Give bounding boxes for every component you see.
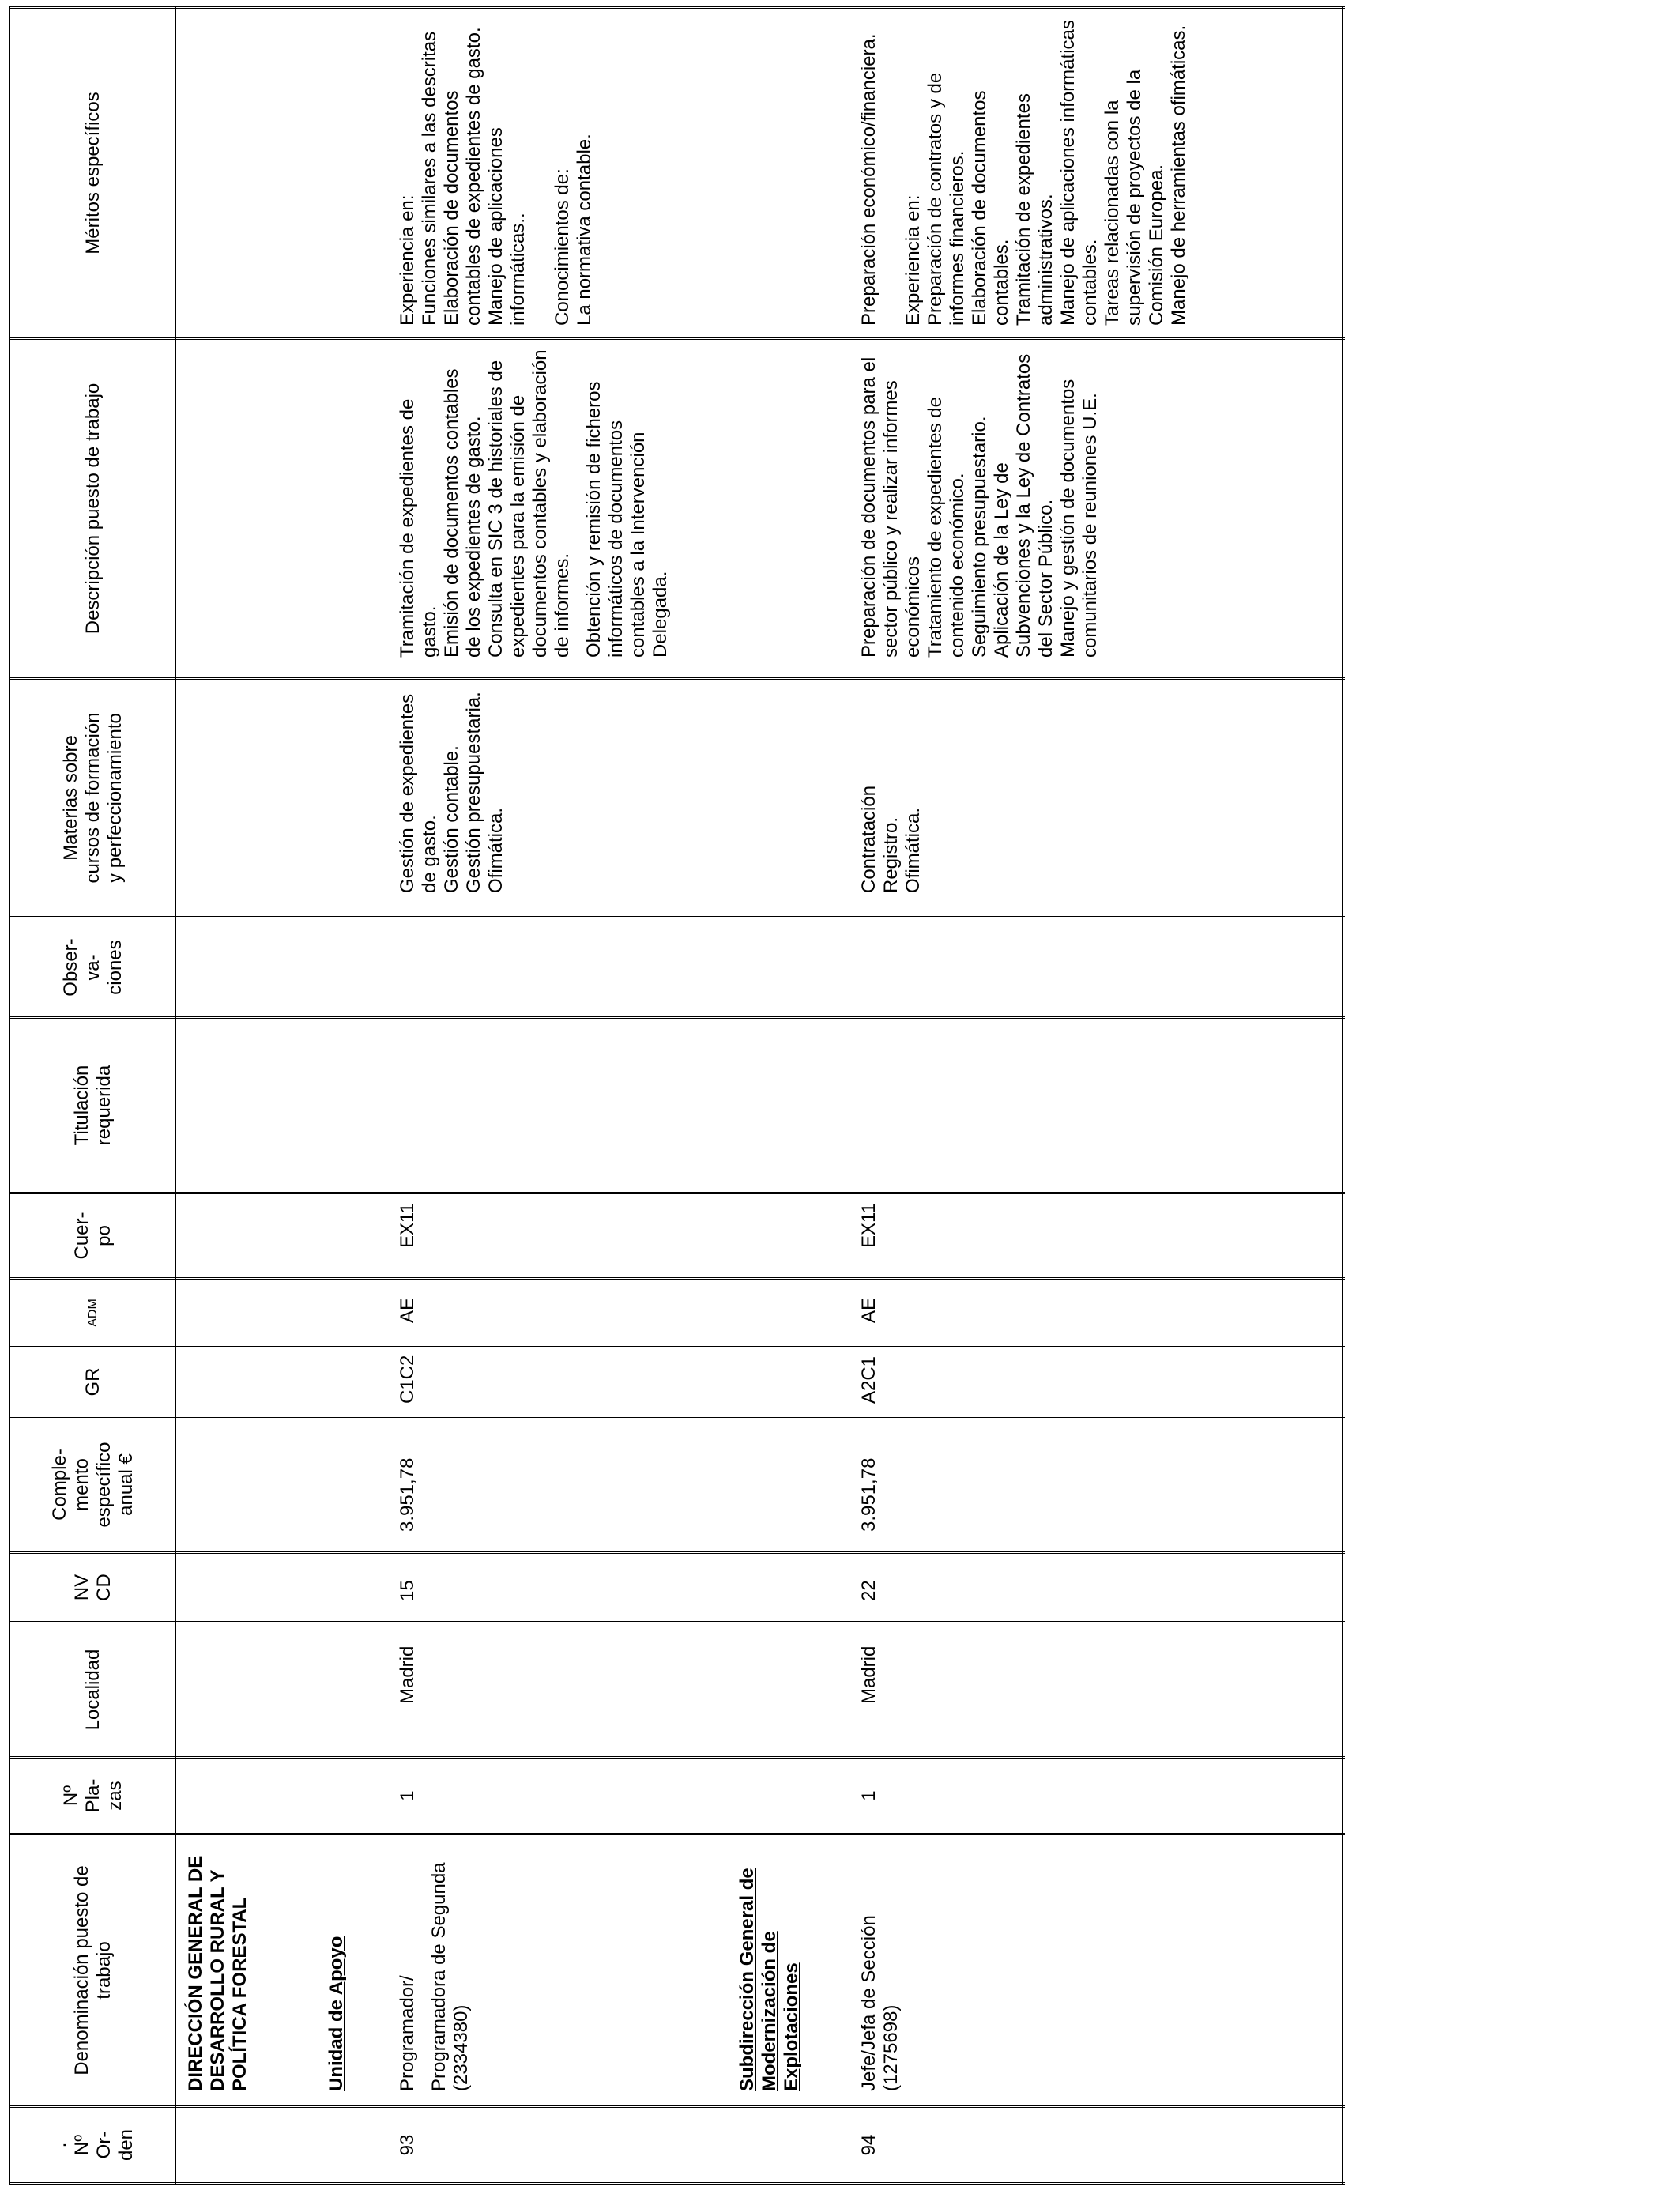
materias-item: Contratación — [858, 785, 880, 893]
descripcion-item: Emisión de documentos contables de los expedientes de gasto. — [441, 368, 484, 658]
descripcion-item: Manejo y gestión de documentos comunitarios de reuniones U.E. — [1057, 379, 1101, 658]
section-subdireccion: Subdirección General de Modernización de Explotaciones — [736, 1868, 802, 2091]
materias-item: Gestión de expedientes de gasto. — [397, 693, 440, 893]
row-localidad: Madrid — [858, 1646, 880, 1704]
meritos-item: Preparación de contratos y de informes financieros. — [925, 72, 968, 326]
col-border-14 — [9, 6, 1345, 9]
materias-item: Registro. — [880, 816, 902, 893]
header-titulacion — [9, 1019, 177, 1192]
meritos-item: Manejo de aplicaciones informáticas contables. — [1057, 20, 1101, 326]
header-materias-text: Materias sobre cursos de formación y perfeccionamiento — [60, 712, 126, 884]
row-orden: 93 — [397, 2134, 418, 2156]
row-adm: AE — [397, 1297, 418, 1323]
meritos-item: Elaboración de documentos contables de expedientes de gasto. — [441, 27, 484, 326]
row-descripcion — [397, 345, 672, 658]
col-border-3 — [9, 1756, 1345, 1759]
descripcion-item: Obtención y remisión de ficheros informáticos de documentos contables a la Intervención Delegada. — [583, 381, 671, 658]
row-orden: 94 — [858, 2134, 880, 2156]
meritos-item: Preparación económico/financiera. — [858, 33, 880, 326]
descripcion-item: Preparación de documentos para el sector público y realizar informes económicos — [858, 356, 924, 658]
header-nivel-text: NV CD — [71, 1574, 115, 1601]
header-cuerpo — [9, 1194, 177, 1277]
col-border-5 — [9, 1551, 1345, 1554]
col-border-12 — [9, 677, 1345, 680]
meritos-item: Manejo de herramientas ofimáticas. — [1168, 25, 1189, 326]
col-border-0 — [9, 2182, 1345, 2185]
row-meritos — [397, 13, 596, 326]
meritos-item: Tareas relacionadas con la supervisión de proyectos de la Comisión Europea. — [1102, 69, 1167, 326]
header-adm-text: ADM — [86, 1299, 100, 1327]
row-adm: AE — [858, 1297, 880, 1323]
meritos-item: Tramitación de expedientes administrativos. — [1013, 93, 1057, 326]
header-denominacion-text: Denominación puesto de trabajo — [71, 1865, 115, 2075]
col-border-8 — [9, 1277, 1345, 1280]
header-complemento-text: Comple- mento específico anual € — [49, 1442, 137, 1528]
materias-item: Gestión presupuestaria. — [463, 692, 484, 893]
header-orden-text: . Nº Or- den — [49, 2128, 137, 2162]
meritos-item: Experiencia en: — [397, 194, 418, 326]
row-localidad: Madrid — [397, 1646, 418, 1704]
descripcion-item: Consulta en SIC 3 de historiales de expedientes para la emisión de documentos contables y elaboración de informes. — [485, 349, 573, 658]
descripcion-item: Tramitación de expedientes de gasto. — [397, 398, 440, 658]
meritos-item: Funciones similares a las descritas — [419, 31, 440, 326]
header-meritos-text: Méritos específicos — [82, 92, 104, 254]
col-border-10 — [9, 1016, 1345, 1019]
row-complemento: 3.951,78 — [397, 1457, 418, 1532]
row-materias — [858, 686, 925, 893]
job-table — [9, 6, 1345, 2185]
col-border-1 — [9, 2105, 1345, 2108]
header-localidad — [9, 1623, 177, 1756]
row-grupo: A2C1 — [858, 1355, 880, 1404]
meritos-item: Manejo de aplicaciones informáticas.. — [485, 127, 529, 326]
table-bottom-border — [1342, 6, 1343, 2185]
header-observaciones — [9, 918, 177, 1016]
col-border-13 — [9, 337, 1345, 340]
row-cuerpo: EX11 — [397, 1203, 418, 1248]
col-border-2 — [9, 1833, 1345, 1835]
header-grupo — [9, 1348, 177, 1416]
meritos-item: Elaboración de documentos contables. — [969, 90, 1012, 326]
materias-item: Ofimática. — [902, 807, 924, 893]
row-materias — [397, 686, 507, 893]
header-materias — [9, 680, 177, 916]
section-unidad: Unidad de Apoyo — [326, 1936, 347, 2091]
header-localidad-text: Localidad — [82, 1649, 104, 1731]
col-border-11 — [9, 916, 1345, 918]
header-nivel — [9, 1554, 177, 1621]
col-border-7 — [9, 1346, 1345, 1348]
materias-item: Ofimática. — [485, 807, 507, 893]
denominacion-line: Programador/ — [397, 1975, 418, 2091]
header-plazas — [9, 1759, 177, 1833]
header-meritos — [9, 9, 177, 337]
materias-item: Gestión contable. — [441, 745, 462, 893]
meritos-item: Conocimientos de: — [552, 168, 573, 326]
col-border-4 — [9, 1621, 1345, 1623]
row-nivel: 15 — [397, 1580, 418, 1601]
header-titulacion-text: Titulación requerida — [71, 1065, 115, 1146]
header-descripcion-text: Descripción puesto de trabajo — [82, 383, 104, 635]
row-cuerpo: EX11 — [858, 1203, 880, 1248]
row-meritos — [858, 13, 1190, 326]
meritos-item: Experiencia en: — [902, 194, 924, 326]
row-plazas: 1 — [858, 1790, 880, 1801]
header-cuerpo-text: Cuer- po — [71, 1212, 115, 1260]
descripcion-item: Aplicación de la Ley de Subvenciones y la Ley de Contratos del Sector Público. — [991, 353, 1057, 658]
header-denominacion — [9, 1835, 177, 2105]
row-plazas: 1 — [397, 1790, 418, 1801]
header-adm — [9, 1280, 177, 1346]
descripcion-item: Seguimiento presupuestario. — [969, 416, 990, 658]
header-descripcion — [9, 340, 177, 677]
col-border-6 — [9, 1416, 1345, 1418]
row-denominacion — [397, 1846, 473, 2091]
row-nivel: 22 — [858, 1580, 880, 1601]
header-observaciones-text: Obser- va- ciones — [60, 938, 126, 997]
descripcion-item: Tratamiento de expedientes de contenido económico. — [925, 397, 968, 658]
row-descripcion — [858, 345, 1102, 658]
row-denominacion: Jefe/Jefa de Sección (1275698) — [858, 1915, 902, 2091]
header-plazas-text: Nº Pla- zas — [60, 1778, 126, 1813]
meritos-item: La normativa contable. — [574, 134, 595, 326]
header-complemento — [9, 1418, 177, 1551]
denominacion-line: Programadora de Segunda (2334380) — [428, 1862, 472, 2091]
col-border-9 — [9, 1192, 1345, 1194]
header-orden — [9, 2108, 177, 2182]
row-complemento: 3.951,78 — [858, 1457, 880, 1532]
section-direccion: DIRECCIÓN GENERAL DE DESARROLLO RURAL Y POLÍTICA FORESTAL — [185, 1855, 250, 2091]
header-grupo-text: GR — [82, 1367, 104, 1397]
row-grupo: C1C2 — [397, 1355, 418, 1404]
